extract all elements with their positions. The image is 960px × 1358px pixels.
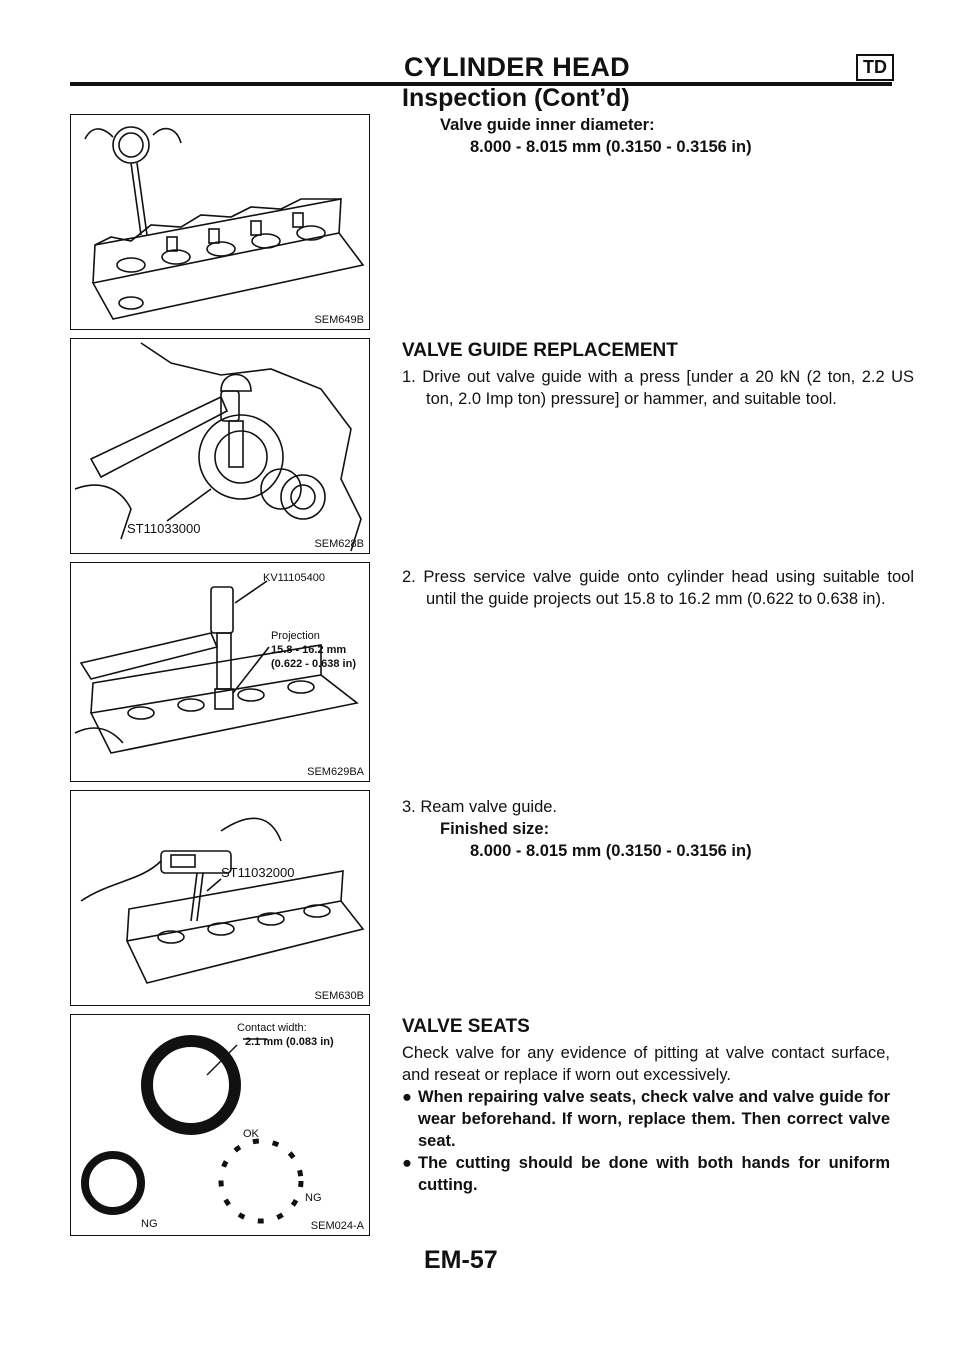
bullet-item	[402, 1086, 890, 1152]
figure-drive-out-guide	[70, 338, 370, 554]
dial-gauge-illustration	[71, 115, 369, 329]
press-guide-illustration	[71, 563, 369, 781]
finished-size-label: Finished size:	[440, 820, 550, 838]
projection-label: Projection	[271, 630, 320, 642]
tool-label-kv11105400: KV11105400	[263, 572, 325, 584]
ng-label-right: NG	[305, 1192, 322, 1204]
contact-width-label: Contact width:	[237, 1022, 307, 1034]
figure-code: SEM629BA	[307, 766, 364, 778]
bullet-item	[402, 1152, 890, 1196]
engine-badge: TD	[856, 54, 894, 81]
page-subtitle: Inspection (Cont’d)	[402, 84, 630, 112]
section-heading-guide-replacement: VALVE GUIDE REPLACEMENT	[402, 340, 678, 361]
figure-ream-guide	[70, 790, 370, 1006]
valve-seats-body: Check valve for any evidence of pitting at valve contact surface, and reseat or replace if worn out excessively.	[402, 1044, 890, 1084]
step-1: 1. Drive out valve guide with a press [under a 20 kN (2 ton, 2.2 US ton, 2.0 Imp ton) pressure] or hammer, and suitable tool.	[402, 368, 914, 408]
step-3: 3. Ream valve guide.	[402, 798, 558, 816]
tool-label-st11033000: ST11033000	[127, 521, 201, 536]
bullet-text-2: The cutting should be done with both hands for uniform cutting.	[418, 1154, 890, 1194]
figure-dial-gauge	[70, 114, 370, 330]
figure-press-guide	[70, 562, 370, 782]
guide-diameter-spec	[402, 114, 890, 158]
guide-diameter-value: 8.000 - 8.015 mm (0.3150 - 0.3156 in)	[470, 138, 752, 156]
figure-code: SEM628B	[314, 538, 364, 550]
ok-label: OK	[243, 1128, 259, 1140]
page-number: EM-57	[424, 1246, 498, 1274]
hammer-illustration	[71, 339, 369, 553]
step-2: 2. Press service valve guide onto cylinder head using suitable tool until the guide projects out 15.8 to 16.2 mm (0.622 to 0.638 in).	[402, 568, 914, 608]
figure-valve-seat-contact	[70, 1014, 370, 1236]
section-heading-valve-seats: VALVE SEATS	[402, 1016, 530, 1037]
ng-label-left: NG	[141, 1218, 158, 1230]
figure-code: SEM024-A	[310, 1220, 364, 1232]
ream-guide-illustration	[71, 791, 369, 1005]
seat-contact-illustration	[71, 1015, 369, 1235]
finished-size-value: 8.000 - 8.015 mm (0.3150 - 0.3156 in)	[470, 842, 752, 860]
bullet-text-1: When repairing valve seats, check valve and valve guide for wear beforehand. If worn, replace them. Then correct valve seat.	[418, 1088, 890, 1150]
figure-code: SEM649B	[314, 314, 364, 326]
step-3-block	[402, 796, 890, 862]
bullet-icon: ●	[402, 1088, 412, 1106]
bullet-icon: ●	[402, 1154, 412, 1172]
figure-code: SEM630B	[314, 990, 364, 1002]
tool-label-st11032000: ST11032000	[221, 865, 295, 880]
projection-value-mm: 15.8 - 16.2 mm	[271, 644, 347, 656]
projection-value-in: (0.622 - 0.638 in)	[271, 658, 356, 670]
contact-width-value: 2.1 mm (0.083 in)	[245, 1036, 334, 1048]
page-title: CYLINDER HEAD	[404, 52, 630, 82]
valve-seats-block	[402, 1042, 890, 1196]
guide-diameter-label: Valve guide inner diameter:	[440, 116, 655, 134]
